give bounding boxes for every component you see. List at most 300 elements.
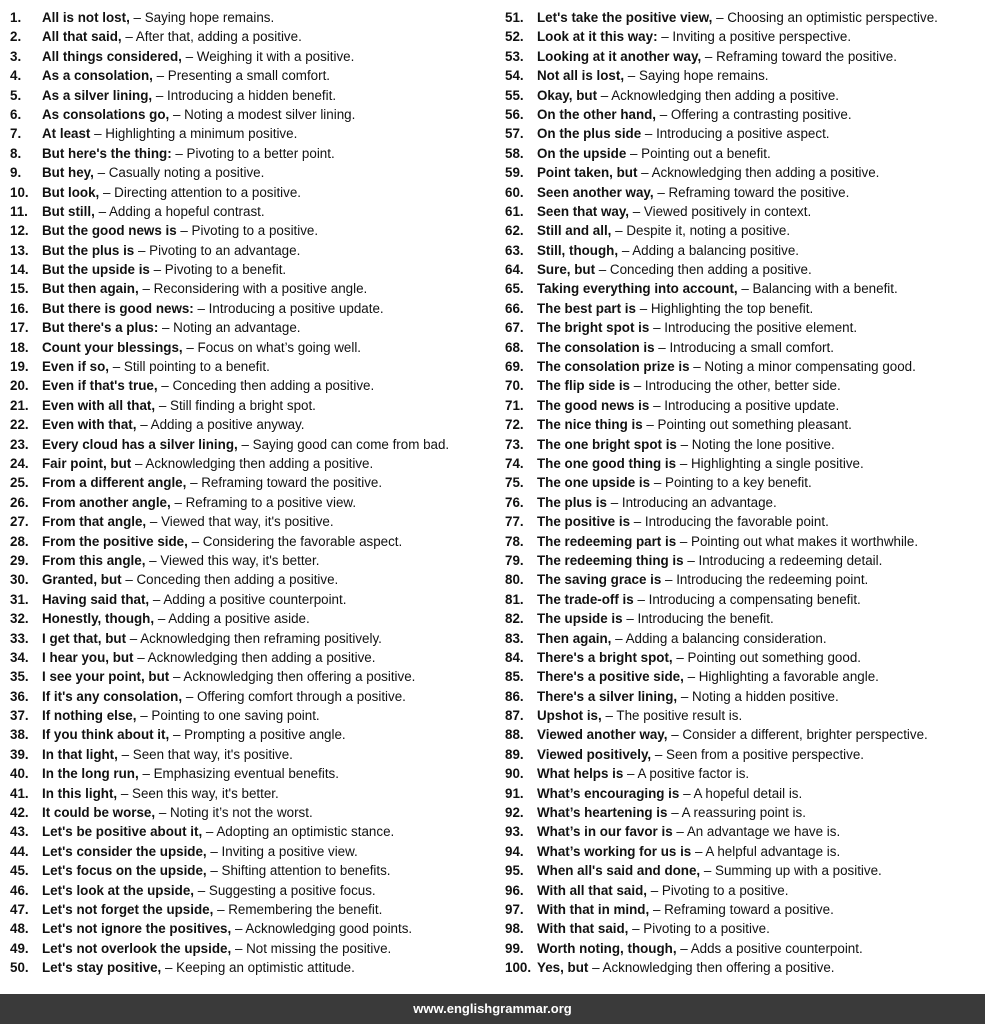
list-item — [10, 881, 500, 900]
item-description: – Inviting a positive view. — [210, 843, 358, 859]
item-phrase: Viewed positively, — [537, 746, 652, 762]
item-number: 97. — [505, 901, 524, 917]
item-description: – Conceding then adding a positive. — [125, 572, 339, 588]
phrase-list — [0, 8, 985, 992]
list-item — [10, 570, 500, 589]
item-phrase: Looking at it another way, — [537, 48, 702, 64]
item-number: 28. — [10, 533, 29, 549]
item-description: – The positive result is. — [605, 708, 743, 724]
item-phrase: But the good news is — [42, 223, 177, 239]
list-item — [505, 667, 983, 686]
item-phrase: All is not lost, — [42, 10, 130, 25]
item-number: 24. — [10, 455, 29, 471]
item-number: 45. — [10, 863, 29, 879]
list-item — [10, 803, 500, 822]
list-item — [10, 163, 500, 182]
item-description: – Pointing out a benefit. — [630, 145, 771, 161]
item-phrase: Having said that, — [42, 591, 150, 607]
item-phrase: Still, though, — [537, 242, 619, 258]
item-number: 9. — [10, 165, 22, 181]
item-description: – Introducing the benefit. — [626, 611, 774, 627]
item-description: – Summing up with a positive. — [703, 863, 882, 879]
item-description: – Noting an advantage. — [162, 320, 301, 336]
item-number: 4. — [10, 68, 22, 84]
item-description: – Acknowledging then reframing positively. — [129, 630, 382, 646]
item-number: 48. — [10, 921, 29, 937]
list-item — [10, 8, 500, 27]
item-phrase: As a consolation, — [42, 68, 153, 84]
item-phrase: What’s working for us is — [537, 843, 692, 859]
item-phrase: The one bright spot is — [537, 436, 677, 452]
item-number: 75. — [505, 475, 524, 491]
item-description: – Pointing out something pleasant. — [646, 417, 852, 433]
item-phrase: The consolation prize is — [537, 359, 690, 375]
item-number: 47. — [10, 901, 29, 917]
item-number: 39. — [10, 746, 29, 762]
item-phrase: The trade-off is — [537, 591, 634, 607]
list-item — [505, 803, 983, 822]
list-item — [505, 124, 983, 143]
item-phrase: Not all is lost, — [537, 68, 625, 84]
item-description: – Directing attention to a positive. — [103, 184, 302, 200]
item-description: – Highlighting a single positive. — [679, 455, 864, 471]
item-number: 98. — [505, 921, 524, 937]
list-item — [10, 86, 500, 105]
list-item — [505, 376, 983, 395]
item-description: – Weighing it with a positive. — [185, 48, 355, 64]
item-phrase: The nice thing is — [537, 417, 643, 433]
item-number: 79. — [505, 552, 524, 568]
item-description: – Acknowledging then adding a positive. — [135, 455, 374, 471]
item-phrase: The flip side is — [537, 378, 631, 394]
item-description: – Pointing to a key benefit. — [653, 475, 812, 491]
item-description: – Viewed this way, it's better. — [149, 552, 320, 568]
item-phrase: Seen another way, — [537, 184, 654, 200]
list-item — [505, 299, 983, 318]
list-item — [10, 357, 500, 376]
item-number: 99. — [505, 940, 524, 956]
list-item — [505, 415, 983, 434]
item-description: – Introducing a redeeming detail. — [687, 552, 883, 568]
item-number: 53. — [505, 48, 524, 64]
list-item — [505, 493, 983, 512]
list-item — [10, 842, 500, 861]
list-item — [505, 318, 983, 337]
item-phrase: Then again, — [537, 630, 612, 646]
item-phrase: There's a silver lining, — [537, 688, 678, 704]
item-phrase: There's a positive side, — [537, 669, 684, 685]
item-phrase: Upshot is, — [537, 708, 602, 724]
item-description: – Presenting a small comfort. — [156, 68, 331, 84]
item-phrase: Let's not overlook the upside, — [42, 940, 232, 956]
item-description: – Acknowledging then offering a positive. — [172, 669, 416, 685]
item-description: – Reframing toward the positive. — [657, 184, 850, 200]
list-item — [10, 687, 500, 706]
item-phrase: As a silver lining, — [42, 87, 153, 103]
list-item — [10, 376, 500, 395]
item-phrase: When all's said and done, — [537, 863, 701, 879]
item-phrase: The redeeming thing is — [537, 552, 684, 568]
list-item — [10, 299, 500, 318]
item-phrase: The good news is — [537, 397, 650, 413]
item-phrase: The best part is — [537, 300, 636, 316]
item-phrase: But look, — [42, 184, 100, 200]
item-description: – Seen this way, it's better. — [120, 785, 279, 801]
item-description: – Not missing the positive. — [234, 940, 392, 956]
list-item — [10, 338, 500, 357]
item-description: – Pivoting to a positive. — [650, 882, 789, 898]
item-description: – Introducing a positive update. — [653, 397, 840, 413]
item-description: – Reframing to a positive view. — [174, 494, 357, 510]
item-number: 17. — [10, 320, 29, 336]
item-description: – Adding a balancing consideration. — [615, 630, 827, 646]
list-item — [505, 939, 983, 958]
item-phrase: Let's not ignore the positives, — [42, 921, 232, 937]
list-item — [505, 241, 983, 260]
item-number: 71. — [505, 397, 524, 413]
item-description: – Pivoting to a positive. — [632, 921, 770, 937]
list-item — [505, 473, 983, 492]
item-description: – Viewed positively in context. — [632, 203, 812, 219]
item-number: 92. — [505, 805, 524, 821]
item-phrase: Even if that's true, — [42, 378, 158, 394]
item-description: – Casually noting a positive. — [97, 165, 265, 181]
item-number: 42. — [10, 805, 29, 821]
left-column — [10, 8, 500, 978]
item-number: 60. — [505, 184, 524, 200]
item-number: 67. — [505, 320, 524, 336]
item-description: – Acknowledging then adding a positive. — [137, 649, 376, 665]
item-phrase: Let's consider the upside, — [42, 843, 207, 859]
item-phrase: Point taken, but — [537, 165, 638, 181]
list-item — [10, 493, 500, 512]
item-phrase: Fair point, but — [42, 455, 132, 471]
list-item — [505, 822, 983, 841]
item-description: – Still pointing to a benefit. — [112, 359, 270, 375]
item-number: 41. — [10, 785, 29, 801]
list-item — [505, 260, 983, 279]
item-description: – Adding a positive anyway. — [140, 417, 305, 433]
item-phrase: But there is good news: — [42, 300, 194, 316]
item-description: – Noting the lone positive. — [680, 436, 835, 452]
list-item — [505, 570, 983, 589]
list-item — [505, 8, 983, 27]
item-phrase: It could be worse, — [42, 805, 156, 821]
item-phrase: But there's a plus: — [42, 320, 159, 336]
item-phrase: In that light, — [42, 746, 118, 762]
item-number: 93. — [505, 824, 524, 840]
item-phrase: Let's be positive about it, — [42, 824, 203, 840]
list-item — [10, 667, 500, 686]
item-number: 72. — [505, 417, 524, 433]
list-item — [10, 590, 500, 609]
item-description: – Highlighting the top benefit. — [639, 300, 814, 316]
item-phrase: From a different angle, — [42, 475, 187, 491]
item-number: 16. — [10, 300, 29, 316]
item-description: – Balancing with a benefit. — [741, 281, 898, 297]
list-item — [505, 86, 983, 105]
item-number: 90. — [505, 766, 524, 782]
list-item — [505, 745, 983, 764]
list-item — [10, 47, 500, 66]
list-item — [505, 609, 983, 628]
item-description: – Acknowledging then adding a positive. — [600, 87, 839, 103]
item-description: – Noting a minor compensating good. — [693, 359, 916, 375]
item-phrase: The saving grace is — [537, 572, 662, 588]
item-phrase: Seen that way, — [537, 203, 630, 219]
list-item — [10, 105, 500, 124]
list-item — [10, 706, 500, 725]
item-phrase: Let's look at the upside, — [42, 882, 194, 898]
item-description: – Still finding a bright spot. — [158, 397, 316, 413]
item-phrase: What helps is — [537, 766, 624, 782]
item-phrase: Worth noting, though, — [537, 940, 677, 956]
item-phrase: Even with all that, — [42, 397, 156, 413]
item-number: 35. — [10, 669, 29, 685]
item-phrase: There's a bright spot, — [537, 649, 673, 665]
item-number: 78. — [505, 533, 524, 549]
item-phrase: Viewed another way, — [537, 727, 668, 743]
item-description: – Conceding then adding a positive. — [598, 262, 812, 278]
item-number: 59. — [505, 165, 524, 181]
item-description: – A helpful advantage is. — [695, 843, 841, 859]
item-number: 36. — [10, 688, 29, 704]
list-item — [10, 473, 500, 492]
item-phrase: The positive is — [537, 514, 631, 530]
list-item — [10, 396, 500, 415]
item-number: 8. — [10, 145, 22, 161]
item-number: 49. — [10, 940, 29, 956]
item-phrase: Count your blessings, — [42, 339, 183, 355]
item-description: – Adding a positive counterpoint. — [152, 591, 347, 607]
list-item — [10, 27, 500, 46]
item-number: 62. — [505, 223, 524, 239]
item-number: 51. — [505, 10, 524, 25]
item-number: 88. — [505, 727, 524, 743]
item-phrase: On the plus side — [537, 126, 642, 142]
list-item — [10, 629, 500, 648]
list-item — [10, 124, 500, 143]
item-phrase: Let's focus on the upside, — [42, 863, 207, 879]
item-description: – A reassuring point is. — [671, 805, 806, 821]
list-item — [10, 784, 500, 803]
item-description: – Introducing the positive element. — [653, 320, 858, 336]
item-description: – Suggesting a positive focus. — [197, 882, 376, 898]
item-number: 64. — [505, 262, 524, 278]
list-item — [505, 144, 983, 163]
list-item — [10, 454, 500, 473]
item-description: – Acknowledging good points. — [234, 921, 413, 937]
item-description: – Introducing an advantage. — [610, 494, 777, 510]
item-number: 83. — [505, 630, 524, 646]
item-phrase: Let's stay positive, — [42, 960, 162, 976]
list-item — [10, 609, 500, 628]
list-item — [10, 861, 500, 880]
item-number: 21. — [10, 397, 29, 413]
item-number: 20. — [10, 378, 29, 394]
item-phrase: If nothing else, — [42, 708, 137, 724]
item-description: – Reframing toward the positive. — [704, 48, 897, 64]
item-description: – Saying good can come from bad. — [241, 436, 450, 452]
item-number: 50. — [10, 960, 29, 976]
item-number: 27. — [10, 514, 29, 530]
item-phrase: The one upside is — [537, 475, 651, 491]
item-description: – Introducing a small comfort. — [658, 339, 834, 355]
list-item — [505, 183, 983, 202]
item-number: 85. — [505, 669, 524, 685]
list-item — [505, 357, 983, 376]
item-phrase: With all that said, — [537, 882, 647, 898]
item-description: – Considering the favorable aspect. — [191, 533, 403, 549]
item-number: 40. — [10, 766, 29, 782]
item-description: – Pivoting to a better point. — [175, 145, 335, 161]
item-phrase: Taking everything into account, — [537, 281, 738, 297]
item-description: – Consider a different, brighter perspective. — [671, 727, 928, 743]
item-description: – Introducing a hidden benefit. — [155, 87, 337, 103]
item-description: – Introducing a positive aspect. — [644, 126, 830, 142]
item-number: 11. — [10, 203, 28, 219]
item-description: – Highlighting a minimum positive. — [94, 126, 298, 142]
list-item — [505, 454, 983, 473]
item-phrase: Sure, but — [537, 262, 596, 278]
list-item — [10, 919, 500, 938]
item-phrase: At least — [42, 126, 91, 142]
item-description: – Reframing toward the positive. — [190, 475, 383, 491]
item-number: 100. — [505, 960, 532, 976]
list-item — [505, 66, 983, 85]
item-phrase: Let's take the positive view, — [537, 10, 713, 25]
item-description: – Adding a positive aside. — [157, 611, 310, 627]
item-description: – Noting it’s not the worst. — [158, 805, 313, 821]
item-number: 26. — [10, 494, 29, 510]
item-number: 65. — [505, 281, 524, 297]
item-description: – Remembering the benefit. — [217, 901, 383, 917]
item-number: 82. — [505, 611, 524, 627]
item-phrase: Okay, but — [537, 87, 598, 103]
item-description: – Reconsidering with a positive angle. — [142, 281, 368, 297]
item-phrase: From the positive side, — [42, 533, 188, 549]
item-number: 54. — [505, 68, 524, 84]
item-description: – Pointing out what makes it worthwhile. — [679, 533, 919, 549]
list-item — [10, 435, 500, 454]
item-phrase: The one good thing is — [537, 455, 677, 471]
item-description: – Introducing the favorable point. — [633, 514, 829, 530]
list-item — [505, 221, 983, 240]
item-number: 1. — [10, 10, 22, 25]
item-number: 25. — [10, 475, 29, 491]
item-description: – Saying hope remains. — [133, 10, 275, 25]
list-item — [505, 532, 983, 551]
item-number: 68. — [505, 339, 524, 355]
item-number: 66. — [505, 300, 524, 316]
list-item — [505, 919, 983, 938]
list-item — [10, 822, 500, 841]
list-item — [505, 47, 983, 66]
item-number: 89. — [505, 746, 524, 762]
item-number: 61. — [505, 203, 524, 219]
item-number: 15. — [10, 281, 29, 297]
item-number: 22. — [10, 417, 29, 433]
item-number: 13. — [10, 242, 29, 258]
item-phrase: On the upside — [537, 145, 627, 161]
item-phrase: Look at it this way: — [537, 29, 658, 45]
list-item — [10, 939, 500, 958]
item-phrase: In this light, — [42, 785, 118, 801]
item-number: 91. — [505, 785, 524, 801]
item-description: – Reframing toward a positive. — [652, 901, 834, 917]
item-description: – Keeping an optimistic attitude. — [165, 960, 355, 976]
list-item — [505, 861, 983, 880]
list-item — [505, 648, 983, 667]
list-item — [10, 183, 500, 202]
item-description: – Noting a modest silver lining. — [172, 106, 356, 122]
item-phrase: All things considered, — [42, 48, 182, 64]
list-item — [10, 532, 500, 551]
list-item — [505, 842, 983, 861]
item-description: – Viewed that way, it's positive. — [149, 514, 334, 530]
item-phrase: The plus is — [537, 494, 607, 510]
item-number: 19. — [10, 359, 29, 375]
list-item — [505, 512, 983, 531]
item-number: 31. — [10, 591, 29, 607]
list-item — [505, 163, 983, 182]
item-description: – Emphasizing eventual benefits. — [142, 766, 339, 782]
item-number: 5. — [10, 87, 22, 103]
list-item — [10, 66, 500, 85]
item-description: – Introducing the other, better side. — [633, 378, 841, 394]
item-description: – Pointing to one saving point. — [140, 708, 320, 724]
item-number: 29. — [10, 552, 29, 568]
item-phrase: But then again, — [42, 281, 139, 297]
item-number: 7. — [10, 126, 22, 142]
list-item — [10, 764, 500, 783]
item-number: 23. — [10, 436, 29, 452]
item-phrase: All that said, — [42, 29, 122, 45]
item-description: – Introducing a positive update. — [197, 300, 384, 316]
list-item — [10, 260, 500, 279]
item-description: – Inviting a positive perspective. — [661, 29, 852, 45]
item-description: – Adopting an optimistic stance. — [205, 824, 395, 840]
item-phrase: Let's not forget the upside, — [42, 901, 214, 917]
item-phrase: As consolations go, — [42, 106, 170, 122]
item-number: 94. — [505, 843, 524, 859]
item-description: – An advantage we have is. — [676, 824, 841, 840]
list-item — [505, 396, 983, 415]
item-phrase: What’s in our favor is — [537, 824, 673, 840]
item-number: 34. — [10, 649, 29, 665]
item-description: – Offering comfort through a positive. — [185, 688, 406, 704]
list-item — [10, 279, 500, 298]
footer-site: www.englishgrammar.org — [0, 994, 985, 1024]
item-number: 70. — [505, 378, 524, 394]
item-phrase: What’s encouraging is — [537, 785, 680, 801]
item-number: 12. — [10, 223, 29, 239]
item-description: – Pointing out something good. — [676, 649, 861, 665]
list-item — [505, 687, 983, 706]
item-phrase: If it's any consolation, — [42, 688, 183, 704]
item-description: – Choosing an optimistic perspective. — [716, 10, 938, 25]
list-item — [505, 725, 983, 744]
item-description: – Offering a contrasting positive. — [659, 106, 852, 122]
list-item — [10, 512, 500, 531]
item-description: – Pivoting to a positive. — [180, 223, 319, 239]
item-number: 80. — [505, 572, 524, 588]
list-item — [10, 551, 500, 570]
item-number: 32. — [10, 611, 29, 627]
item-number: 69. — [505, 359, 524, 375]
list-item — [10, 221, 500, 240]
item-number: 84. — [505, 649, 524, 665]
